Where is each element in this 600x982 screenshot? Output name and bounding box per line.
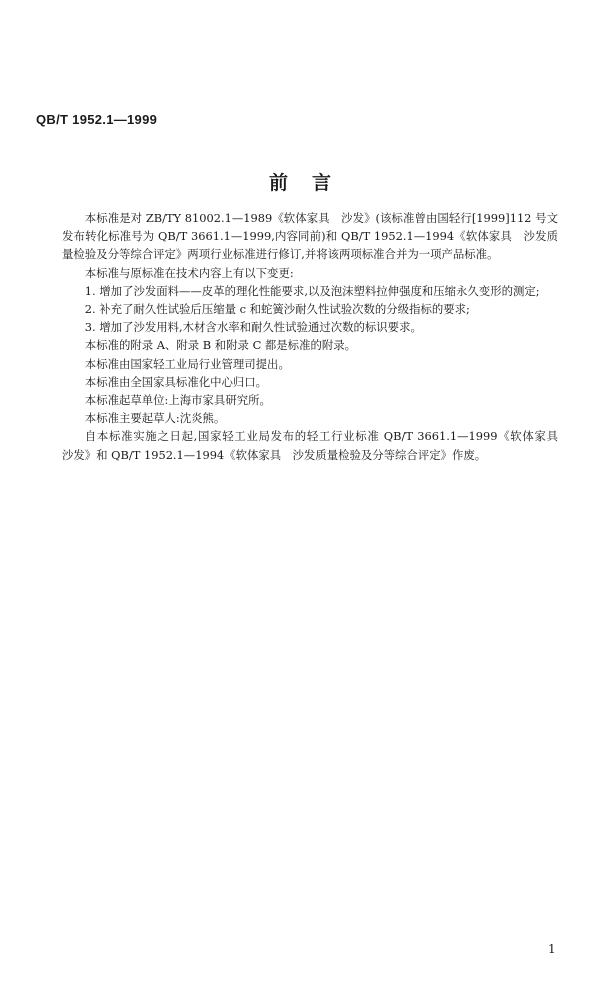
page-title: 前言 (268, 172, 355, 194)
standard-number: QB/T 1952.1—1999 (36, 112, 158, 127)
change-item-3: 3. 增加了沙发用料,木材含水率和耐久性试验通过次数的标识要求。 (84, 320, 422, 335)
paragraph-drafter: 本标准主要起草人:沈炎熊。 (84, 411, 226, 426)
paragraph-revision-scope: 本标准是对 ZB/TY 81002.1—1989《软体家具 沙发》(该标准曾由国轻行[1999]112 号文发布转化标准号为 QB/T 3661.1—1999,内容同前)和 QB/T 1952.1—1994《软体家具 沙发质量检验及分等综合评定》两项行业标准进行修订,并将该两项标准合并为一项产品标准。 (62, 211, 558, 262)
paragraph-proposer: 本标准由国家轻工业局行业管理司提出。 (84, 356, 290, 371)
paragraph-centralized-by: 本标准由全国家具标准化中心归口。 (84, 374, 268, 389)
page-number: 1 (548, 942, 556, 956)
foreword-body (62, 209, 570, 464)
change-item-1: 1. 增加了沙发面料——皮革的理化性能要求,以及泡沫塑料拉伸强度和压缩永久变形的测定; (84, 283, 540, 298)
change-item-2: 2. 补充了耐久性试验后压缩量 c 和蛇簧沙耐久性试验次数的分级指标的要求; (84, 302, 470, 317)
paragraph-changes-intro: 本标准与原标准在技术内容上有以下变更: (84, 265, 294, 280)
paragraph-drafting-unit: 本标准起草单位:上海市家具研究所。 (84, 393, 271, 408)
paragraph-appendices: 本标准的附录 A、附录 B 和附录 C 都是标准的附录。 (84, 338, 357, 353)
paragraph-abolition: 自本标准实施之日起,国家轻工业局发布的轻工行业标准 QB/T 3661.1—1999《软体家具 沙发》和 QB/T 1952.1—1994《软体家具 沙发质量检验及分等综合评定》作废。 (62, 429, 570, 462)
